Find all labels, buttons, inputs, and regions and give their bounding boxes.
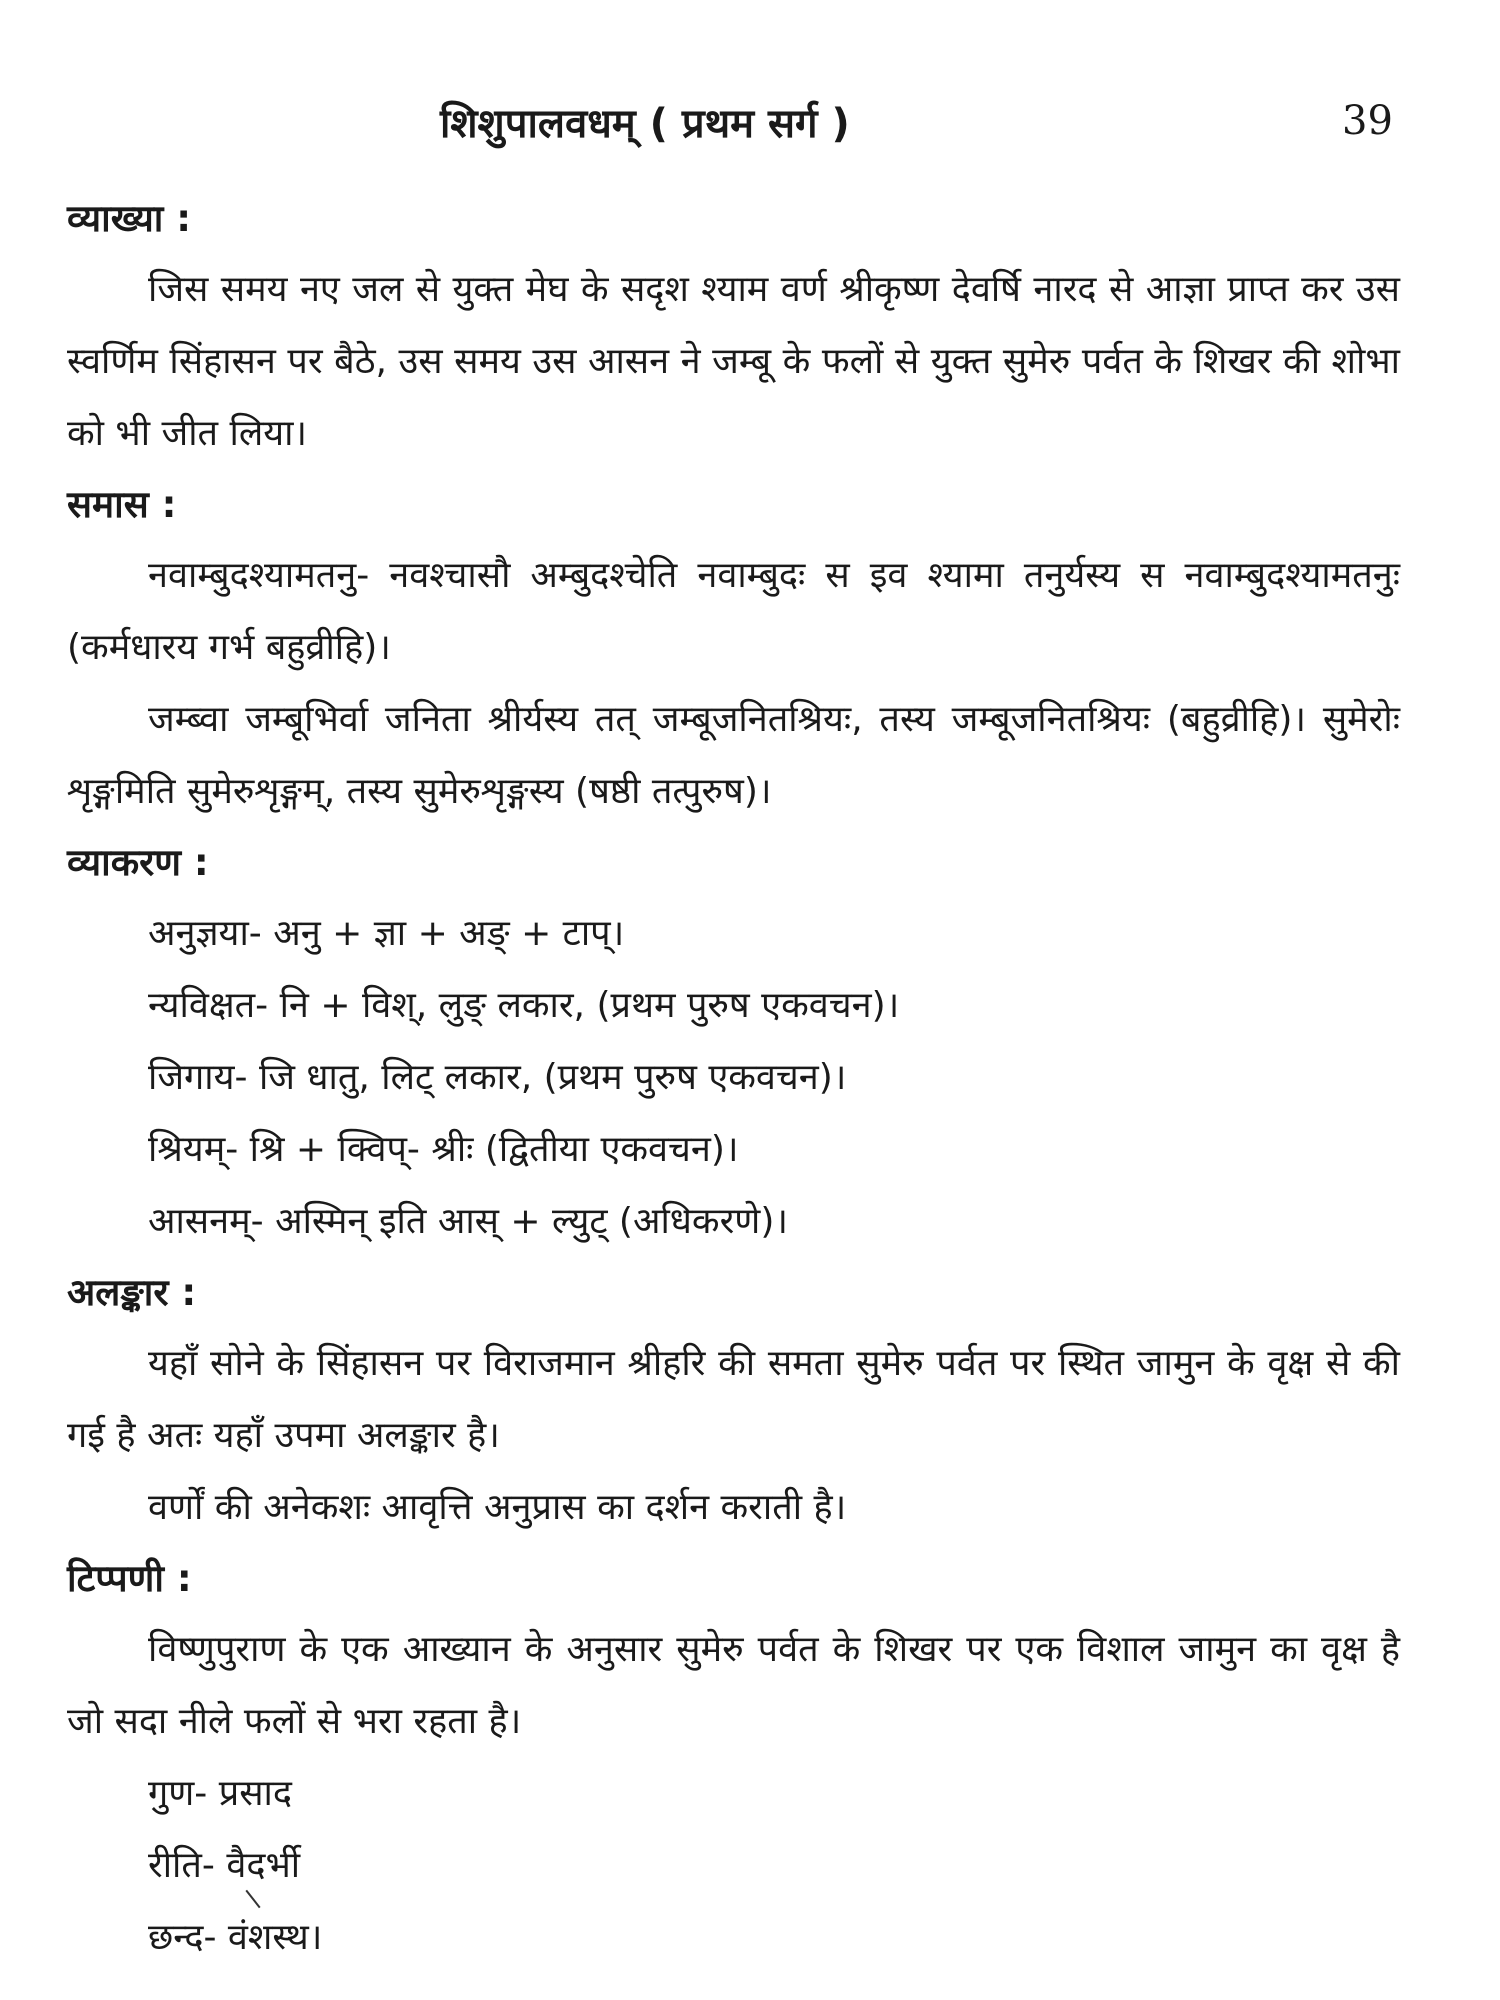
vyakaran-item: न्यविक्षत- नि + विश्, लुङ् लकार, (प्रथम पुरुष एकवचन)। (148, 985, 900, 1026)
running-title: शिशुपालवधम् ( प्रथम सर्ग ) (440, 101, 850, 147)
guna-line: गुण- प्रसाद (148, 1773, 292, 1814)
alankar-heading: अलङ्कार : (67, 1271, 197, 1314)
vyakaran-section (67, 828, 1400, 1258)
samas-section (67, 470, 1400, 828)
page-number: 39 (1342, 98, 1393, 144)
alankar-paragraph-1: यहाँ सोने के सिंहासन पर विराजमान श्रीहरि की समता सुमेरु पर्वत पर स्थित जामुन के वृक्ष से की गई है अतः यहाँ उपमा अलङ्कार है। (67, 1343, 1400, 1456)
riti-line: रीति- वैदर्भी (148, 1845, 301, 1886)
samas-paragraph-2: जम्ब्वा जम्बूभिर्वा जनिता श्रीर्यस्य तत् जम्बूजनितश्रियः, तस्य जम्बूजनितश्रियः (बहुव्रीहि)। सुमेरोः शृङ्गमिति सुमेरुशृङ्गम्, तस्य सुमेरुशृङ्गस्य (षष्ठी तत्पुरुष)। (67, 699, 1400, 812)
vyakaran-item: आसनम्- अस्मिन् इति आस् + ल्युट् (अधिकरणे)। (148, 1201, 789, 1242)
samas-paragraph-1: नवाम्बुदश्यामतनु- नवश्चासौ अम्बुदश्चेति नवाम्बुदः स इव श्यामा तनुर्यस्य स नवाम्बुदश्यामतनुः (कर्मधारय गर्भ बहुव्रीहि)। (67, 555, 1400, 668)
page-body (67, 184, 1400, 1974)
vyakhya-paragraph: जिस समय नए जल से युक्त मेघ के सदृश श्याम वर्ण श्रीकृष्ण देवर्षि नारद से आज्ञा प्राप्त कर उस स्वर्णिम सिंहासन पर बैठे, उस समय उस आसन ने जम्बू के फलों से युक्त सुमेरु पर्वत के शिखर की शोभा को भी जीत लिया। (67, 269, 1400, 454)
vyakaran-item: श्रियम्- श्रि + क्विप्- श्रीः (द्वितीया एकवचन)। (148, 1129, 739, 1170)
tippani-section (67, 1544, 1400, 1974)
vyakhya-heading: व्याख्या : (67, 197, 192, 240)
vyakhya-section (67, 184, 1400, 470)
alankar-section (67, 1258, 1400, 1544)
tippani-paragraph: विष्णुपुराण के एक आख्यान के अनुसार सुमेरु पर्वत के शिखर पर एक विशाल जामुन का वृक्ष है जो सदा नीले फलों से भरा रहता है। (67, 1629, 1400, 1742)
chhand-line: छन्द- वंशस्थ। (148, 1917, 323, 1958)
alankar-paragraph-2: वर्णों की अनेकशः आवृत्ति अनुप्रास का दर्शन कराती है। (148, 1487, 847, 1528)
vyakaran-heading: व्याकरण : (67, 841, 209, 884)
vyakaran-item: जिगाय- जि धातु, लिट् लकार, (प्रथम पुरुष एकवचन)। (148, 1057, 847, 1098)
vyakaran-item: अनुज्ञया- अनु + ज्ञा + अङ् + टाप्। (148, 913, 625, 954)
samas-heading: समास : (67, 483, 177, 526)
tippani-heading: टिप्पणी : (67, 1557, 192, 1600)
